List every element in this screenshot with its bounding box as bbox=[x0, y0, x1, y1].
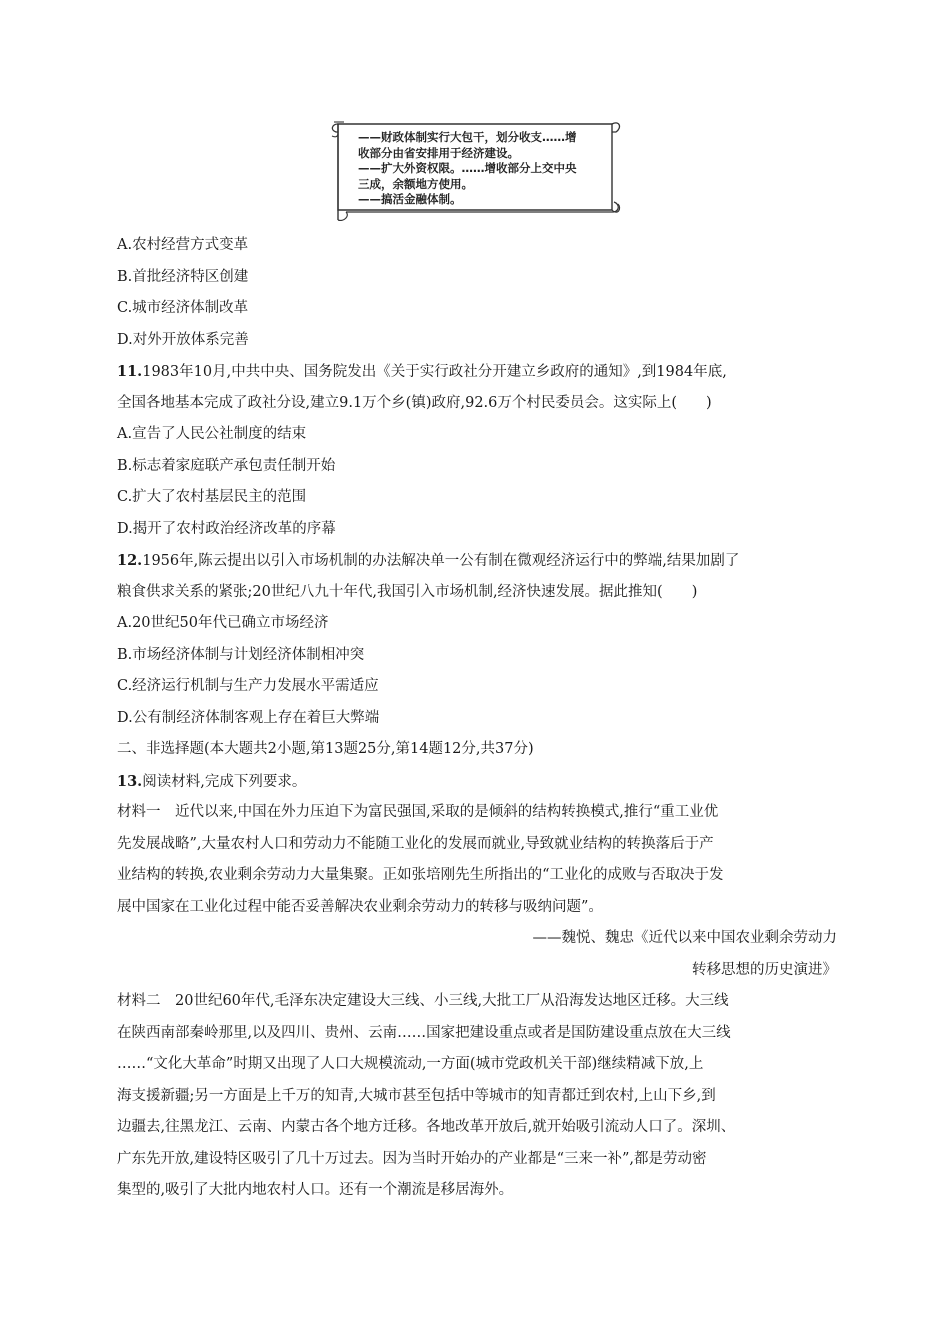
q12-stem-text: 1956年,陈云提出以引入市场机制的办法解决单一公有制在微观经济运行中的弊端,结果加剧了 bbox=[142, 553, 740, 569]
q11-stem-line bbox=[117, 356, 837, 388]
q10-option-b: B.首批经济特区创建 bbox=[117, 268, 249, 285]
scroll-line: ——搞活金融体制。 bbox=[358, 192, 462, 206]
q12-stem-line bbox=[117, 545, 837, 577]
q11-number: 11. bbox=[117, 363, 143, 380]
q11-stem-text: 1983年10月,中共中央、国务院发出《关于实行政社分开建立乡政府的通知》,到1984年底, bbox=[142, 364, 727, 380]
scroll-line: ——扩大外资权限。……增收部分上交中央 bbox=[358, 161, 577, 175]
scroll-line: 收部分由省安排用于经济建设。 bbox=[358, 145, 519, 160]
material1-source: ——魏悦、魏忠《近代以来中国农业剩余劳动力 bbox=[532, 930, 837, 946]
q13-title-line bbox=[117, 766, 837, 798]
material1-source: 转移思想的历史演进》 bbox=[692, 961, 837, 978]
question-content bbox=[117, 230, 837, 1207]
material2-line: 海支援新疆;另一方面是上千万的知青,大城市甚至包括中等城市的知青都迁到农村,上山下乡,到 bbox=[117, 1087, 716, 1104]
material2-line: ……“文化大革命”时期又出现了人口大规模流动,一方面(城市党政机关干部)继续精减下放,上 bbox=[117, 1056, 704, 1072]
scroll-line: 三成，余额地方使用。 bbox=[358, 176, 473, 191]
q13-title: 阅读材料,完成下列要求。 bbox=[142, 773, 307, 790]
material2-line: 集型的,吸引了大批内地农村人口。还有一个潮流是移居海外。 bbox=[117, 1182, 514, 1198]
scroll-line: ——财政体制实行大包干，划分收支……增 bbox=[358, 130, 577, 144]
q12-option-c: C.经济运行机制与生产力发展水平需适应 bbox=[117, 678, 379, 694]
q12-number: 12. bbox=[117, 552, 143, 569]
material2-line: 边疆去,往黑龙江、云南、内蒙古各个地方迁移。各地改革开放后,就开始吸引流动人口了。深圳、 bbox=[117, 1119, 736, 1135]
material1-line: 先发展战略”,大量农村人口和劳动力不能随工业化的发展而就业,导致就业结构的转换落后于产 bbox=[117, 835, 714, 852]
q11-option-a: A.宣告了人民公社制度的结束 bbox=[117, 426, 307, 442]
q12-stem-line: 粮食供求关系的紧张;20世纪八九十年代,我国引入市场机制,经济快速发展。据此推知( ) bbox=[117, 583, 698, 600]
q11-option-d: D.揭开了农村政治经济改革的序幕 bbox=[117, 520, 336, 537]
q12-option-a: A.20世纪50年代已确立市场经济 bbox=[117, 615, 329, 631]
material2-line: 在陕西南部秦岭那里,以及四川、贵州、云南……国家把建设重点或者是国防建设重点放在大三线 bbox=[117, 1024, 731, 1041]
q10-option-a: A.农村经营方式变革 bbox=[117, 237, 249, 253]
material1-line: 展中国家在工业化过程中能否妥善解决农业剩余劳动力的转移与吸纳问题”。 bbox=[117, 898, 603, 915]
material1-line: 业结构的转换,农业剩余劳动力大量集聚。正如张培刚先生所指出的“工业化的成败与否取决于发 bbox=[117, 867, 724, 883]
q10-option-c: C.城市经济体制改革 bbox=[117, 300, 249, 316]
q11-option-b: B.标志着家庭联产承包责任制开始 bbox=[117, 457, 336, 474]
q12-option-d: D.公有制经济体制客观上存在着巨大弊端 bbox=[117, 709, 380, 726]
section-heading: 二、非选择题(本大题共2小题,第13题25分,第14题12分,共37分) bbox=[117, 741, 534, 757]
material2-line: 材料二 20世纪60年代,毛泽东决定建设大三线、小三线,大批工厂从沿海发达地区迁移。大三线 bbox=[117, 993, 729, 1009]
material1-line: 材料一 近代以来,中国在外力压迫下为富民强国,采取的是倾斜的结构转换模式,推行“重工业优 bbox=[117, 804, 719, 820]
q11-option-c: C.扩大了农村基层民主的范围 bbox=[117, 489, 307, 505]
q10-option-d: D.对外开放体系完善 bbox=[117, 331, 249, 348]
policy-scroll-figure bbox=[328, 116, 622, 224]
q11-stem-line: 全国各地基本完成了政社分设,建立9.1万个乡(镇)政府,92.6万个村民委员会。这实际上( ) bbox=[117, 394, 712, 411]
q12-option-b: B.市场经济体制与计划经济体制相冲突 bbox=[117, 646, 365, 663]
q13-number: 13. bbox=[117, 772, 143, 790]
material2-line: 广东先开放,建设特区吸引了几十万过去。因为当时开始办的产业都是“三来一补”,都是劳动密 bbox=[117, 1150, 707, 1167]
scroll-text bbox=[358, 130, 608, 208]
